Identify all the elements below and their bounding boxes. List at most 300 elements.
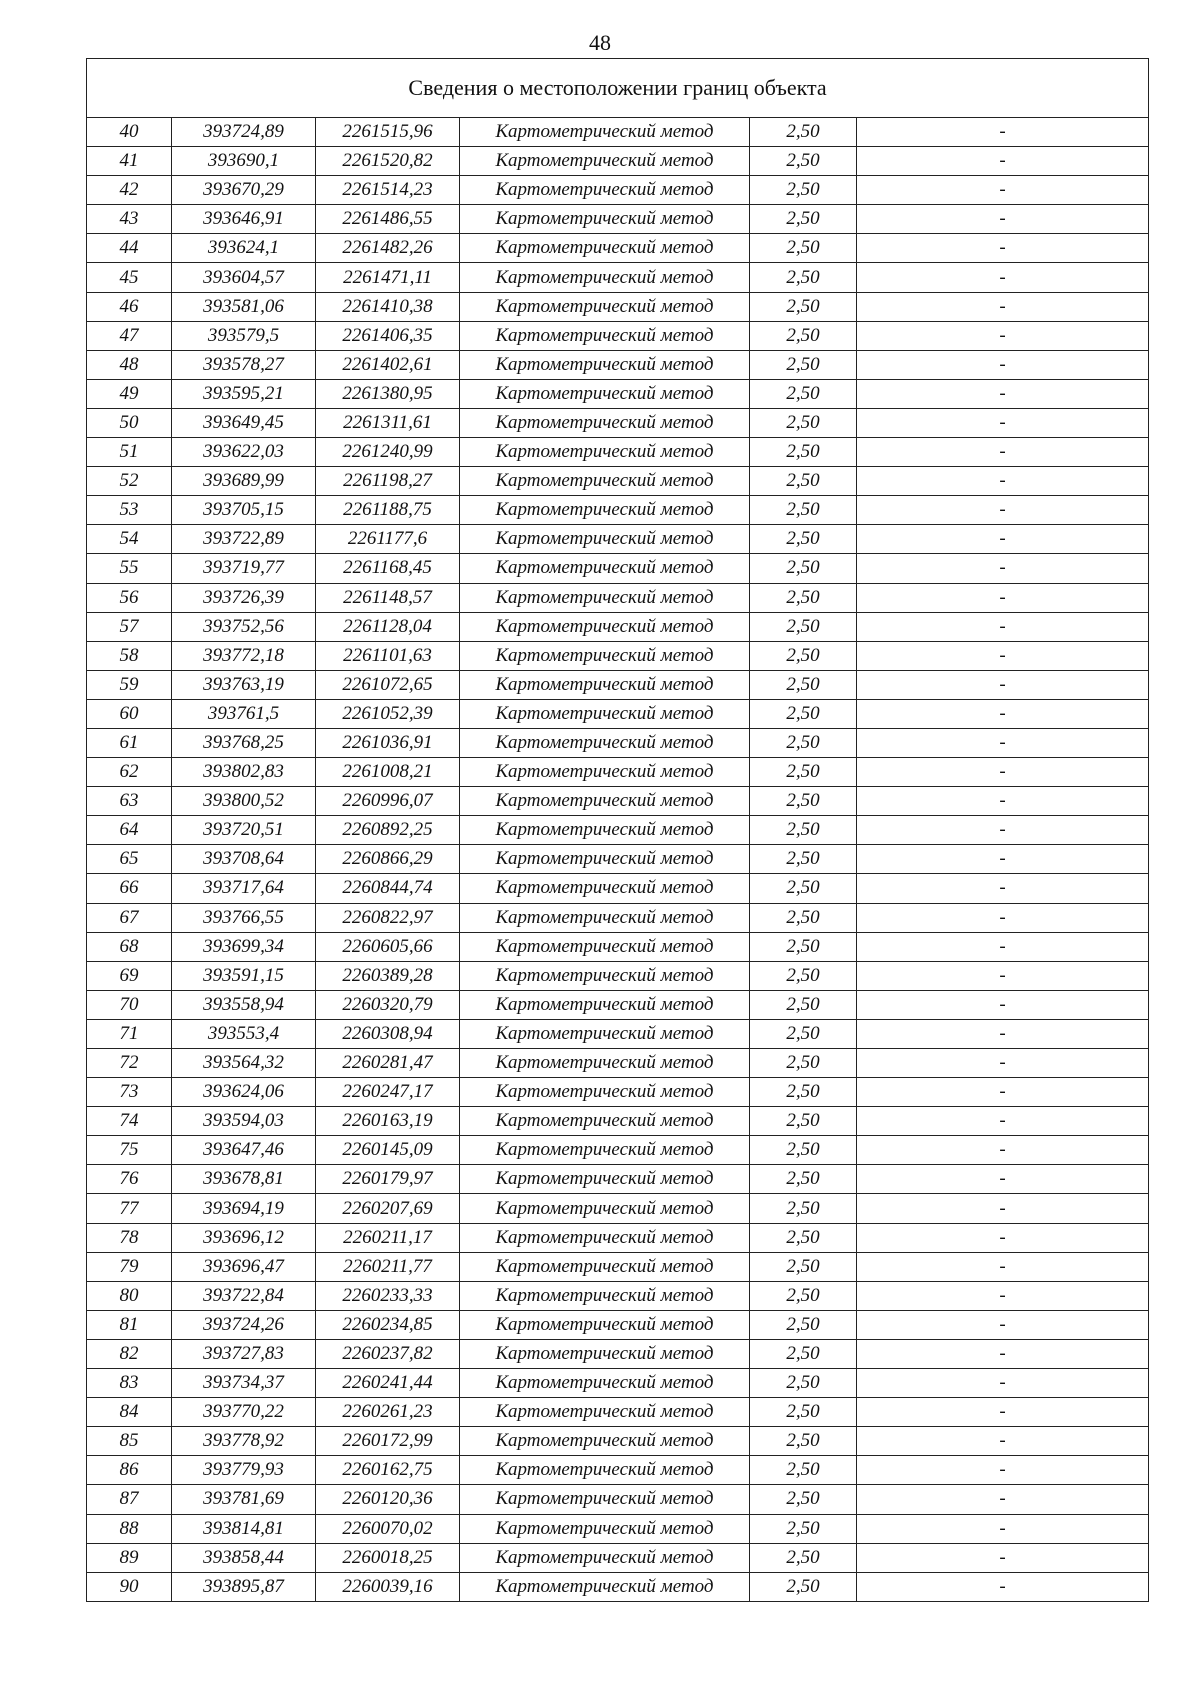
x-coordinate-cell: 393720,51 xyxy=(172,816,316,845)
table-row xyxy=(87,1194,1149,1223)
description-cell: - xyxy=(857,787,1149,816)
description-cell: - xyxy=(857,321,1149,350)
accuracy-cell: 2,50 xyxy=(750,699,857,728)
y-coordinate-cell: 2260163,19 xyxy=(316,1107,460,1136)
method-cell: Картометрический метод xyxy=(460,554,750,583)
accuracy-cell: 2,50 xyxy=(750,670,857,699)
page-number: 48 xyxy=(589,30,611,55)
y-coordinate-cell: 2260179,97 xyxy=(316,1165,460,1194)
accuracy-cell: 2,50 xyxy=(750,1165,857,1194)
method-cell: Картометрический метод xyxy=(460,1165,750,1194)
point-number-cell: 40 xyxy=(87,118,172,147)
point-number-cell: 60 xyxy=(87,699,172,728)
method-cell: Картометрический метод xyxy=(460,438,750,467)
y-coordinate-cell: 2261486,55 xyxy=(316,205,460,234)
method-cell: Картометрический метод xyxy=(460,350,750,379)
description-cell: - xyxy=(857,612,1149,641)
y-coordinate-cell: 2261052,39 xyxy=(316,699,460,728)
y-coordinate-cell: 2261515,96 xyxy=(316,118,460,147)
point-number-cell: 54 xyxy=(87,525,172,554)
point-number-cell: 62 xyxy=(87,758,172,787)
accuracy-cell: 2,50 xyxy=(750,1194,857,1223)
y-coordinate-cell: 2261514,23 xyxy=(316,176,460,205)
x-coordinate-cell: 393778,92 xyxy=(172,1427,316,1456)
y-coordinate-cell: 2260233,33 xyxy=(316,1281,460,1310)
description-cell: - xyxy=(857,1078,1149,1107)
method-cell: Картометрический метод xyxy=(460,467,750,496)
point-number-cell: 85 xyxy=(87,1427,172,1456)
method-cell: Картометрический метод xyxy=(460,1019,750,1048)
description-cell: - xyxy=(857,1107,1149,1136)
y-coordinate-cell: 2260241,44 xyxy=(316,1369,460,1398)
x-coordinate-cell: 393781,69 xyxy=(172,1485,316,1514)
x-coordinate-cell: 393770,22 xyxy=(172,1398,316,1427)
point-number-cell: 90 xyxy=(87,1572,172,1601)
table-row xyxy=(87,438,1149,467)
y-coordinate-cell: 2260145,09 xyxy=(316,1136,460,1165)
boundary-coordinates-table xyxy=(86,58,1149,1602)
method-cell: Картометрический метод xyxy=(460,525,750,554)
table-row xyxy=(87,932,1149,961)
x-coordinate-cell: 393624,1 xyxy=(172,234,316,263)
method-cell: Картометрический метод xyxy=(460,1456,750,1485)
x-coordinate-cell: 393722,89 xyxy=(172,525,316,554)
description-cell: - xyxy=(857,263,1149,292)
description-cell: - xyxy=(857,496,1149,525)
point-number-cell: 82 xyxy=(87,1339,172,1368)
x-coordinate-cell: 393649,45 xyxy=(172,408,316,437)
description-cell: - xyxy=(857,408,1149,437)
accuracy-cell: 2,50 xyxy=(750,118,857,147)
description-cell: - xyxy=(857,1049,1149,1078)
accuracy-cell: 2,50 xyxy=(750,1107,857,1136)
point-number-cell: 65 xyxy=(87,845,172,874)
accuracy-cell: 2,50 xyxy=(750,147,857,176)
table-caption-row xyxy=(87,59,1149,118)
description-cell: - xyxy=(857,350,1149,379)
point-number-cell: 42 xyxy=(87,176,172,205)
method-cell: Картометрический метод xyxy=(460,147,750,176)
accuracy-cell: 2,50 xyxy=(750,1427,857,1456)
y-coordinate-cell: 2260281,47 xyxy=(316,1049,460,1078)
method-cell: Картометрический метод xyxy=(460,176,750,205)
y-coordinate-cell: 2261380,95 xyxy=(316,379,460,408)
method-cell: Картометрический метод xyxy=(460,263,750,292)
method-cell: Картометрический метод xyxy=(460,321,750,350)
method-cell: Картометрический метод xyxy=(460,1485,750,1514)
table-row xyxy=(87,147,1149,176)
x-coordinate-cell: 393699,34 xyxy=(172,932,316,961)
x-coordinate-cell: 393772,18 xyxy=(172,641,316,670)
x-coordinate-cell: 393670,29 xyxy=(172,176,316,205)
accuracy-cell: 2,50 xyxy=(750,408,857,437)
table-row xyxy=(87,612,1149,641)
accuracy-cell: 2,50 xyxy=(750,990,857,1019)
method-cell: Картометрический метод xyxy=(460,845,750,874)
point-number-cell: 56 xyxy=(87,583,172,612)
accuracy-cell: 2,50 xyxy=(750,1019,857,1048)
y-coordinate-cell: 2261520,82 xyxy=(316,147,460,176)
x-coordinate-cell: 393724,89 xyxy=(172,118,316,147)
method-cell: Картометрический метод xyxy=(460,787,750,816)
method-cell: Картометрический метод xyxy=(460,699,750,728)
point-number-cell: 81 xyxy=(87,1310,172,1339)
table-row xyxy=(87,1543,1149,1572)
x-coordinate-cell: 393689,99 xyxy=(172,467,316,496)
description-cell: - xyxy=(857,961,1149,990)
accuracy-cell: 2,50 xyxy=(750,525,857,554)
point-number-cell: 53 xyxy=(87,496,172,525)
point-number-cell: 55 xyxy=(87,554,172,583)
method-cell: Картометрический метод xyxy=(460,1252,750,1281)
accuracy-cell: 2,50 xyxy=(750,874,857,903)
table-row xyxy=(87,1049,1149,1078)
table-row xyxy=(87,874,1149,903)
table-row xyxy=(87,1136,1149,1165)
y-coordinate-cell: 2261406,35 xyxy=(316,321,460,350)
method-cell: Картометрический метод xyxy=(460,728,750,757)
table-row xyxy=(87,961,1149,990)
description-cell: - xyxy=(857,176,1149,205)
description-cell: - xyxy=(857,379,1149,408)
x-coordinate-cell: 393646,91 xyxy=(172,205,316,234)
table-row xyxy=(87,408,1149,437)
x-coordinate-cell: 393766,55 xyxy=(172,903,316,932)
table-row xyxy=(87,1485,1149,1514)
point-number-cell: 48 xyxy=(87,350,172,379)
method-cell: Картометрический метод xyxy=(460,118,750,147)
x-coordinate-cell: 393581,06 xyxy=(172,292,316,321)
x-coordinate-cell: 393752,56 xyxy=(172,612,316,641)
x-coordinate-cell: 393779,93 xyxy=(172,1456,316,1485)
table-row xyxy=(87,903,1149,932)
y-coordinate-cell: 2261471,11 xyxy=(316,263,460,292)
point-number-cell: 66 xyxy=(87,874,172,903)
y-coordinate-cell: 2261198,27 xyxy=(316,467,460,496)
method-cell: Картометрический метод xyxy=(460,1543,750,1572)
point-number-cell: 75 xyxy=(87,1136,172,1165)
description-cell: - xyxy=(857,1572,1149,1601)
accuracy-cell: 2,50 xyxy=(750,1310,857,1339)
method-cell: Картометрический метод xyxy=(460,1369,750,1398)
table-row xyxy=(87,234,1149,263)
point-number-cell: 69 xyxy=(87,961,172,990)
accuracy-cell: 2,50 xyxy=(750,728,857,757)
method-cell: Картометрический метод xyxy=(460,1136,750,1165)
description-cell: - xyxy=(857,147,1149,176)
table-row xyxy=(87,554,1149,583)
accuracy-cell: 2,50 xyxy=(750,1514,857,1543)
point-number-cell: 49 xyxy=(87,379,172,408)
accuracy-cell: 2,50 xyxy=(750,467,857,496)
table-row xyxy=(87,1456,1149,1485)
table-row xyxy=(87,1281,1149,1310)
accuracy-cell: 2,50 xyxy=(750,176,857,205)
y-coordinate-cell: 2261008,21 xyxy=(316,758,460,787)
table-row xyxy=(87,263,1149,292)
table-row xyxy=(87,990,1149,1019)
x-coordinate-cell: 393564,32 xyxy=(172,1049,316,1078)
method-cell: Картометрический метод xyxy=(460,932,750,961)
point-number-cell: 77 xyxy=(87,1194,172,1223)
table-row xyxy=(87,641,1149,670)
table-caption: Сведения о местоположении границ объекта xyxy=(87,59,1149,118)
y-coordinate-cell: 2260211,17 xyxy=(316,1223,460,1252)
x-coordinate-cell: 393690,1 xyxy=(172,147,316,176)
x-coordinate-cell: 393802,83 xyxy=(172,758,316,787)
accuracy-cell: 2,50 xyxy=(750,932,857,961)
table-row xyxy=(87,845,1149,874)
x-coordinate-cell: 393595,21 xyxy=(172,379,316,408)
method-cell: Картометрический метод xyxy=(460,641,750,670)
point-number-cell: 79 xyxy=(87,1252,172,1281)
table-row xyxy=(87,467,1149,496)
point-number-cell: 46 xyxy=(87,292,172,321)
table-row xyxy=(87,1369,1149,1398)
description-cell: - xyxy=(857,1252,1149,1281)
table-row xyxy=(87,670,1149,699)
method-cell: Картометрический метод xyxy=(460,1281,750,1310)
y-coordinate-cell: 2261072,65 xyxy=(316,670,460,699)
accuracy-cell: 2,50 xyxy=(750,1049,857,1078)
x-coordinate-cell: 393591,15 xyxy=(172,961,316,990)
description-cell: - xyxy=(857,1281,1149,1310)
table-row xyxy=(87,350,1149,379)
accuracy-cell: 2,50 xyxy=(750,263,857,292)
point-number-cell: 73 xyxy=(87,1078,172,1107)
accuracy-cell: 2,50 xyxy=(750,1339,857,1368)
method-cell: Картометрический метод xyxy=(460,1107,750,1136)
table-row xyxy=(87,1310,1149,1339)
method-cell: Картометрический метод xyxy=(460,1223,750,1252)
description-cell: - xyxy=(857,758,1149,787)
y-coordinate-cell: 2260308,94 xyxy=(316,1019,460,1048)
accuracy-cell: 2,50 xyxy=(750,816,857,845)
point-number-cell: 51 xyxy=(87,438,172,467)
y-coordinate-cell: 2260162,75 xyxy=(316,1456,460,1485)
method-cell: Картометрический метод xyxy=(460,379,750,408)
method-cell: Картометрический метод xyxy=(460,205,750,234)
description-cell: - xyxy=(857,1369,1149,1398)
accuracy-cell: 2,50 xyxy=(750,1078,857,1107)
x-coordinate-cell: 393604,57 xyxy=(172,263,316,292)
y-coordinate-cell: 2261410,38 xyxy=(316,292,460,321)
method-cell: Картометрический метод xyxy=(460,583,750,612)
accuracy-cell: 2,50 xyxy=(750,961,857,990)
description-cell: - xyxy=(857,1514,1149,1543)
y-coordinate-cell: 2260261,23 xyxy=(316,1398,460,1427)
point-number-cell: 61 xyxy=(87,728,172,757)
y-coordinate-cell: 2261482,26 xyxy=(316,234,460,263)
y-coordinate-cell: 2261036,91 xyxy=(316,728,460,757)
accuracy-cell: 2,50 xyxy=(750,496,857,525)
y-coordinate-cell: 2260070,02 xyxy=(316,1514,460,1543)
description-cell: - xyxy=(857,1339,1149,1368)
accuracy-cell: 2,50 xyxy=(750,321,857,350)
accuracy-cell: 2,50 xyxy=(750,554,857,583)
description-cell: - xyxy=(857,525,1149,554)
accuracy-cell: 2,50 xyxy=(750,1136,857,1165)
point-number-cell: 71 xyxy=(87,1019,172,1048)
table-row xyxy=(87,1572,1149,1601)
point-number-cell: 86 xyxy=(87,1456,172,1485)
description-cell: - xyxy=(857,118,1149,147)
point-number-cell: 70 xyxy=(87,990,172,1019)
description-cell: - xyxy=(857,205,1149,234)
description-cell: - xyxy=(857,728,1149,757)
point-number-cell: 88 xyxy=(87,1514,172,1543)
method-cell: Картометрический метод xyxy=(460,758,750,787)
point-number-cell: 78 xyxy=(87,1223,172,1252)
method-cell: Картометрический метод xyxy=(460,292,750,321)
x-coordinate-cell: 393858,44 xyxy=(172,1543,316,1572)
x-coordinate-cell: 393734,37 xyxy=(172,1369,316,1398)
x-coordinate-cell: 393553,4 xyxy=(172,1019,316,1048)
method-cell: Картометрический метод xyxy=(460,1078,750,1107)
description-cell: - xyxy=(857,874,1149,903)
y-coordinate-cell: 2260247,17 xyxy=(316,1078,460,1107)
point-number-cell: 68 xyxy=(87,932,172,961)
method-cell: Картометрический метод xyxy=(460,612,750,641)
table-row xyxy=(87,1019,1149,1048)
description-cell: - xyxy=(857,903,1149,932)
point-number-cell: 87 xyxy=(87,1485,172,1514)
x-coordinate-cell: 393895,87 xyxy=(172,1572,316,1601)
description-cell: - xyxy=(857,990,1149,1019)
y-coordinate-cell: 2260996,07 xyxy=(316,787,460,816)
method-cell: Картометрический метод xyxy=(460,1049,750,1078)
table-row xyxy=(87,758,1149,787)
method-cell: Картометрический метод xyxy=(460,408,750,437)
description-cell: - xyxy=(857,641,1149,670)
x-coordinate-cell: 393622,03 xyxy=(172,438,316,467)
table-row xyxy=(87,176,1149,205)
y-coordinate-cell: 2260892,25 xyxy=(316,816,460,845)
y-coordinate-cell: 2261240,99 xyxy=(316,438,460,467)
table-row xyxy=(87,787,1149,816)
y-coordinate-cell: 2261148,57 xyxy=(316,583,460,612)
accuracy-cell: 2,50 xyxy=(750,787,857,816)
table-row xyxy=(87,118,1149,147)
accuracy-cell: 2,50 xyxy=(750,234,857,263)
accuracy-cell: 2,50 xyxy=(750,903,857,932)
point-number-cell: 57 xyxy=(87,612,172,641)
method-cell: Картометрический метод xyxy=(460,496,750,525)
y-coordinate-cell: 2260172,99 xyxy=(316,1427,460,1456)
x-coordinate-cell: 393696,12 xyxy=(172,1223,316,1252)
method-cell: Картометрический метод xyxy=(460,234,750,263)
table-row xyxy=(87,816,1149,845)
description-cell: - xyxy=(857,554,1149,583)
point-number-cell: 41 xyxy=(87,147,172,176)
method-cell: Картометрический метод xyxy=(460,1514,750,1543)
y-coordinate-cell: 2260039,16 xyxy=(316,1572,460,1601)
point-number-cell: 76 xyxy=(87,1165,172,1194)
x-coordinate-cell: 393579,5 xyxy=(172,321,316,350)
point-number-cell: 89 xyxy=(87,1543,172,1572)
description-cell: - xyxy=(857,1310,1149,1339)
method-cell: Картометрический метод xyxy=(460,816,750,845)
x-coordinate-cell: 393719,77 xyxy=(172,554,316,583)
description-cell: - xyxy=(857,1136,1149,1165)
y-coordinate-cell: 2261402,61 xyxy=(316,350,460,379)
y-coordinate-cell: 2260605,66 xyxy=(316,932,460,961)
description-cell: - xyxy=(857,438,1149,467)
y-coordinate-cell: 2260234,85 xyxy=(316,1310,460,1339)
x-coordinate-cell: 393724,26 xyxy=(172,1310,316,1339)
y-coordinate-cell: 2260844,74 xyxy=(316,874,460,903)
x-coordinate-cell: 393763,19 xyxy=(172,670,316,699)
x-coordinate-cell: 393717,64 xyxy=(172,874,316,903)
table-row xyxy=(87,1165,1149,1194)
accuracy-cell: 2,50 xyxy=(750,1252,857,1281)
description-cell: - xyxy=(857,1543,1149,1572)
point-number-cell: 59 xyxy=(87,670,172,699)
description-cell: - xyxy=(857,1165,1149,1194)
table-row xyxy=(87,1223,1149,1252)
method-cell: Картометрический метод xyxy=(460,961,750,990)
x-coordinate-cell: 393558,94 xyxy=(172,990,316,1019)
description-cell: - xyxy=(857,845,1149,874)
accuracy-cell: 2,50 xyxy=(750,1281,857,1310)
table-row xyxy=(87,1078,1149,1107)
description-cell: - xyxy=(857,699,1149,728)
description-cell: - xyxy=(857,1223,1149,1252)
point-number-cell: 43 xyxy=(87,205,172,234)
accuracy-cell: 2,50 xyxy=(750,1223,857,1252)
method-cell: Картометрический метод xyxy=(460,1572,750,1601)
table-row xyxy=(87,321,1149,350)
accuracy-cell: 2,50 xyxy=(750,205,857,234)
x-coordinate-cell: 393727,83 xyxy=(172,1339,316,1368)
accuracy-cell: 2,50 xyxy=(750,583,857,612)
x-coordinate-cell: 393696,47 xyxy=(172,1252,316,1281)
accuracy-cell: 2,50 xyxy=(750,379,857,408)
method-cell: Картометрический метод xyxy=(460,670,750,699)
accuracy-cell: 2,50 xyxy=(750,1543,857,1572)
point-number-cell: 47 xyxy=(87,321,172,350)
y-coordinate-cell: 2260866,29 xyxy=(316,845,460,874)
point-number-cell: 44 xyxy=(87,234,172,263)
description-cell: - xyxy=(857,1019,1149,1048)
point-number-cell: 63 xyxy=(87,787,172,816)
accuracy-cell: 2,50 xyxy=(750,1572,857,1601)
description-cell: - xyxy=(857,932,1149,961)
point-number-cell: 52 xyxy=(87,467,172,496)
x-coordinate-cell: 393578,27 xyxy=(172,350,316,379)
point-number-cell: 83 xyxy=(87,1369,172,1398)
y-coordinate-cell: 2260211,77 xyxy=(316,1252,460,1281)
point-number-cell: 64 xyxy=(87,816,172,845)
accuracy-cell: 2,50 xyxy=(750,641,857,670)
method-cell: Картометрический метод xyxy=(460,990,750,1019)
table-row xyxy=(87,1339,1149,1368)
x-coordinate-cell: 393761,5 xyxy=(172,699,316,728)
method-cell: Картометрический метод xyxy=(460,1310,750,1339)
description-cell: - xyxy=(857,816,1149,845)
table-row xyxy=(87,728,1149,757)
x-coordinate-cell: 393708,64 xyxy=(172,845,316,874)
description-cell: - xyxy=(857,467,1149,496)
table-row xyxy=(87,496,1149,525)
point-number-cell: 58 xyxy=(87,641,172,670)
point-number-cell: 67 xyxy=(87,903,172,932)
y-coordinate-cell: 2260018,25 xyxy=(316,1543,460,1572)
accuracy-cell: 2,50 xyxy=(750,1369,857,1398)
table-row xyxy=(87,1107,1149,1136)
y-coordinate-cell: 2261101,63 xyxy=(316,641,460,670)
method-cell: Картометрический метод xyxy=(460,1427,750,1456)
